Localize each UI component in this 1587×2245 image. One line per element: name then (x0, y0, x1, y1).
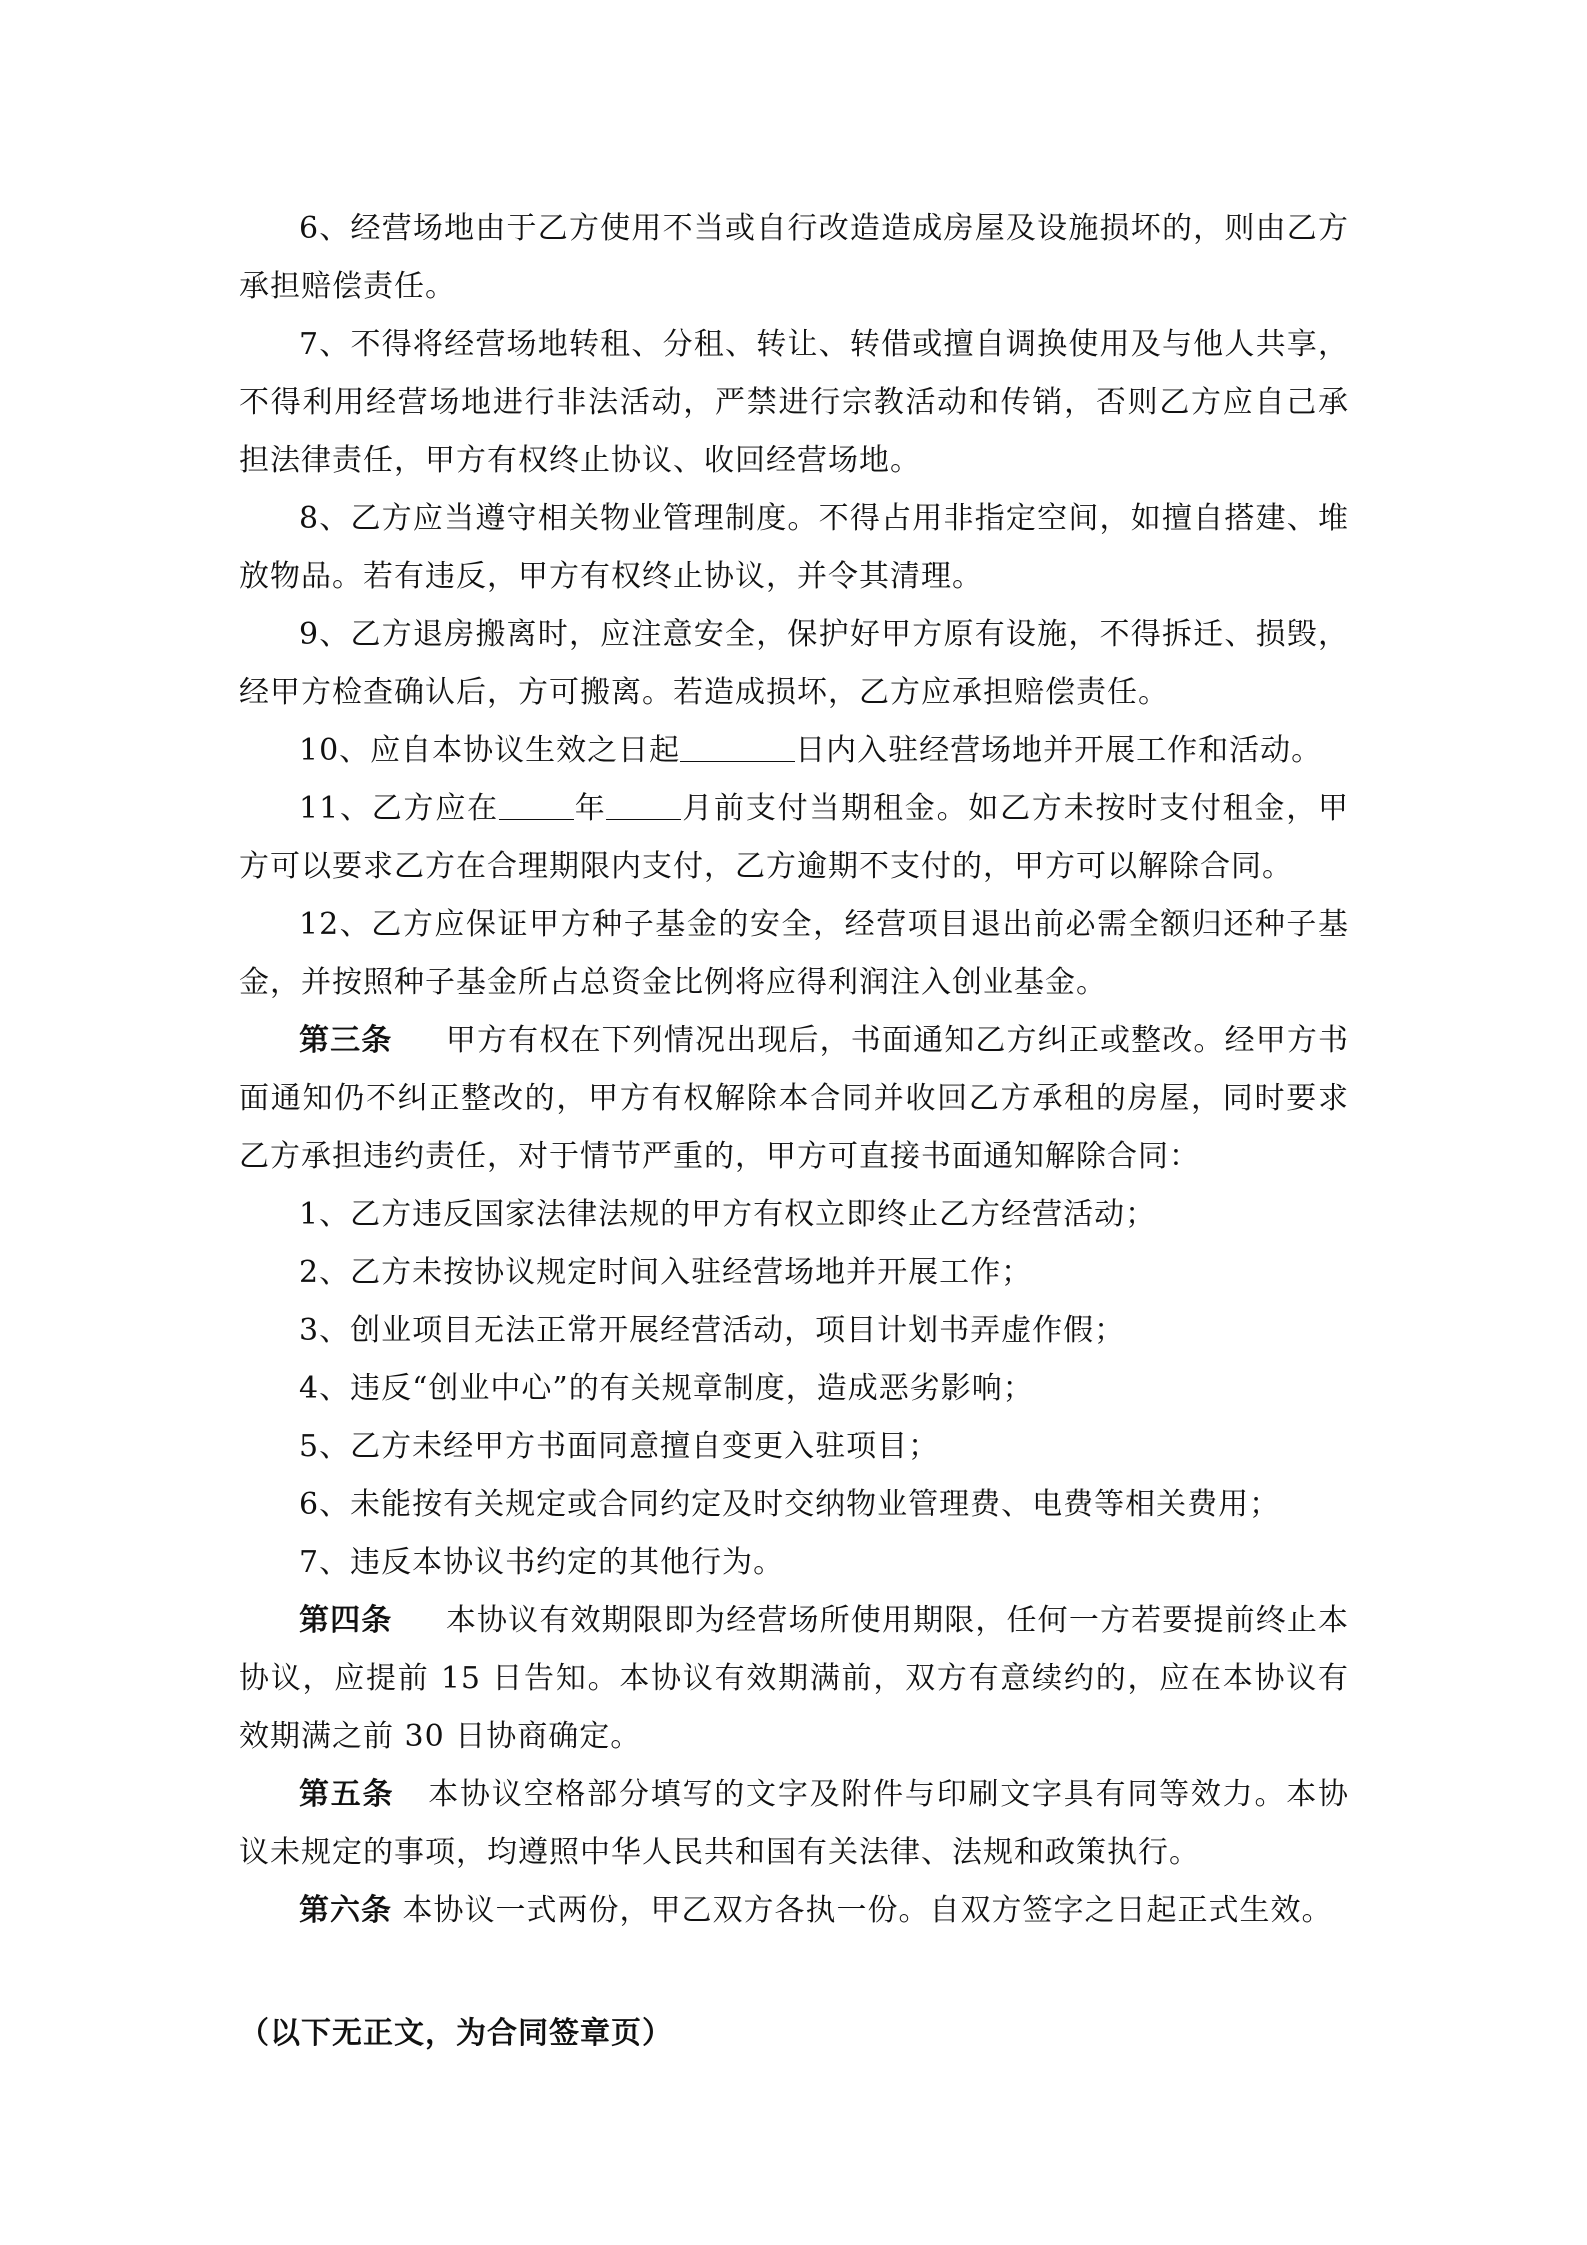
article-5 (239, 1766, 1349, 1882)
article-3-item-1: 1、乙方违反国家法律法规的甲方有权立即终止乙方经营活动； (299, 1197, 1157, 1232)
clause-item-11-text-after: 月前支付当期租金。如乙方未按时支付租金，甲方可以要求乙方在合理期限内支付，乙方逾期不支付的，甲方可以解除合同。 (239, 791, 1350, 884)
fill-in-blank-month[interactable] (606, 785, 681, 820)
article-3 (239, 1012, 1349, 1186)
article-3-title: 第三条 (299, 1023, 393, 1058)
closing-note: （以下无正文，为合同签章页） (239, 2016, 673, 2051)
article-3-item-5: 5、乙方未经甲方书面同意擅自变更入驻项目； (299, 1429, 940, 1464)
article-6 (239, 1882, 1349, 1940)
fill-in-blank-days[interactable] (680, 727, 795, 762)
clause-item-10-text-before: 10、应自本协议生效之日起 (299, 733, 681, 768)
clause-item-12: 12、乙方应保证甲方种子基金的安全，经营项目退出前必需全额归还种子基金，并按照种子基金所占总资金比例将应得利润注入创业基金。 (239, 907, 1349, 1000)
article-4 (239, 1592, 1349, 1766)
contract-body (239, 200, 1349, 1940)
article-4-text: 本协议有效期限即为经营场所使用期限，任何一方若要提前终止本协议，应提前 15 日告知。本协议有效期满前，双方有意续约的，应在本协议有效期满之前 30 日协商确定。 (239, 1603, 1350, 1754)
article-6-title: 第六条 (299, 1893, 392, 1928)
article-4-title: 第四条 (299, 1603, 393, 1638)
article-3-item-6: 6、未能按有关规定或合同约定及时交纳物业管理费、电费等相关费用； (299, 1487, 1281, 1522)
clause-item-11-year-label: 年 (573, 791, 607, 826)
clause-item-9: 9、乙方退房搬离时，应注意安全，保护好甲方原有设施，不得拆迁、损毁，经甲方检查确认后，方可搬离。若造成损坏，乙方应承担赔偿责任。 (239, 617, 1349, 710)
fill-in-blank-year[interactable] (499, 785, 574, 820)
clause-item-10 (239, 722, 1349, 780)
article-3-item-3: 3、创业项目无法正常开展经营活动，项目计划书弄虚作假； (299, 1313, 1126, 1348)
article-5-text: 本协议空格部分填写的文字及附件与印刷文字具有同等效力。本协议未规定的事项，均遵照中华人民共和国有关法律、法规和政策执行。 (239, 1777, 1350, 1870)
article-3-item-7: 7、违反本协议书约定的其他行为。 (299, 1545, 785, 1580)
article-5-title: 第五条 (299, 1777, 395, 1812)
clause-item-11 (239, 780, 1349, 896)
clause-item-8: 8、乙方应当遵守相关物业管理制度。不得占用非指定空间，如擅自搭建、堆放物品。若有违反，甲方有权终止协议，并令其清理。 (239, 501, 1349, 594)
article-3-item-4: 4、违反“创业中心”的有关规章制度，造成恶劣影响； (299, 1371, 1034, 1406)
article-6-text: 本协议一式两份，甲乙双方各执一份。自双方签字之日起正式生效。 (402, 1893, 1333, 1928)
clause-item-10-text-after: 日内入驻经营场地并开展工作和活动。 (795, 733, 1323, 768)
clause-item-11-text-before: 11、乙方应在 (299, 791, 499, 826)
article-3-text: 甲方有权在下列情况出现后，书面通知乙方纠正或整改。经甲方书面通知仍不纠正整改的，甲方有权解除本合同并收回乙方承租的房屋，同时要求乙方承担违约责任，对于情节严重的，甲方可直接书面通知解除合同： (239, 1023, 1350, 1174)
article-3-item-2: 2、乙方未按协议规定时间入驻经营场地并开展工作； (299, 1255, 1033, 1290)
clause-item-7: 7、不得将经营场地转租、分租、转让、转借或擅自调换使用及与他人共享，不得利用经营场地进行非法活动，严禁进行宗教活动和传销，否则乙方应自己承担法律责任，甲方有权终止协议、收回经营场地。 (239, 327, 1349, 478)
clause-item-6: 6、经营场地由于乙方使用不当或自行改造造成房屋及设施损坏的，则由乙方承担赔偿责任。 (239, 211, 1349, 304)
